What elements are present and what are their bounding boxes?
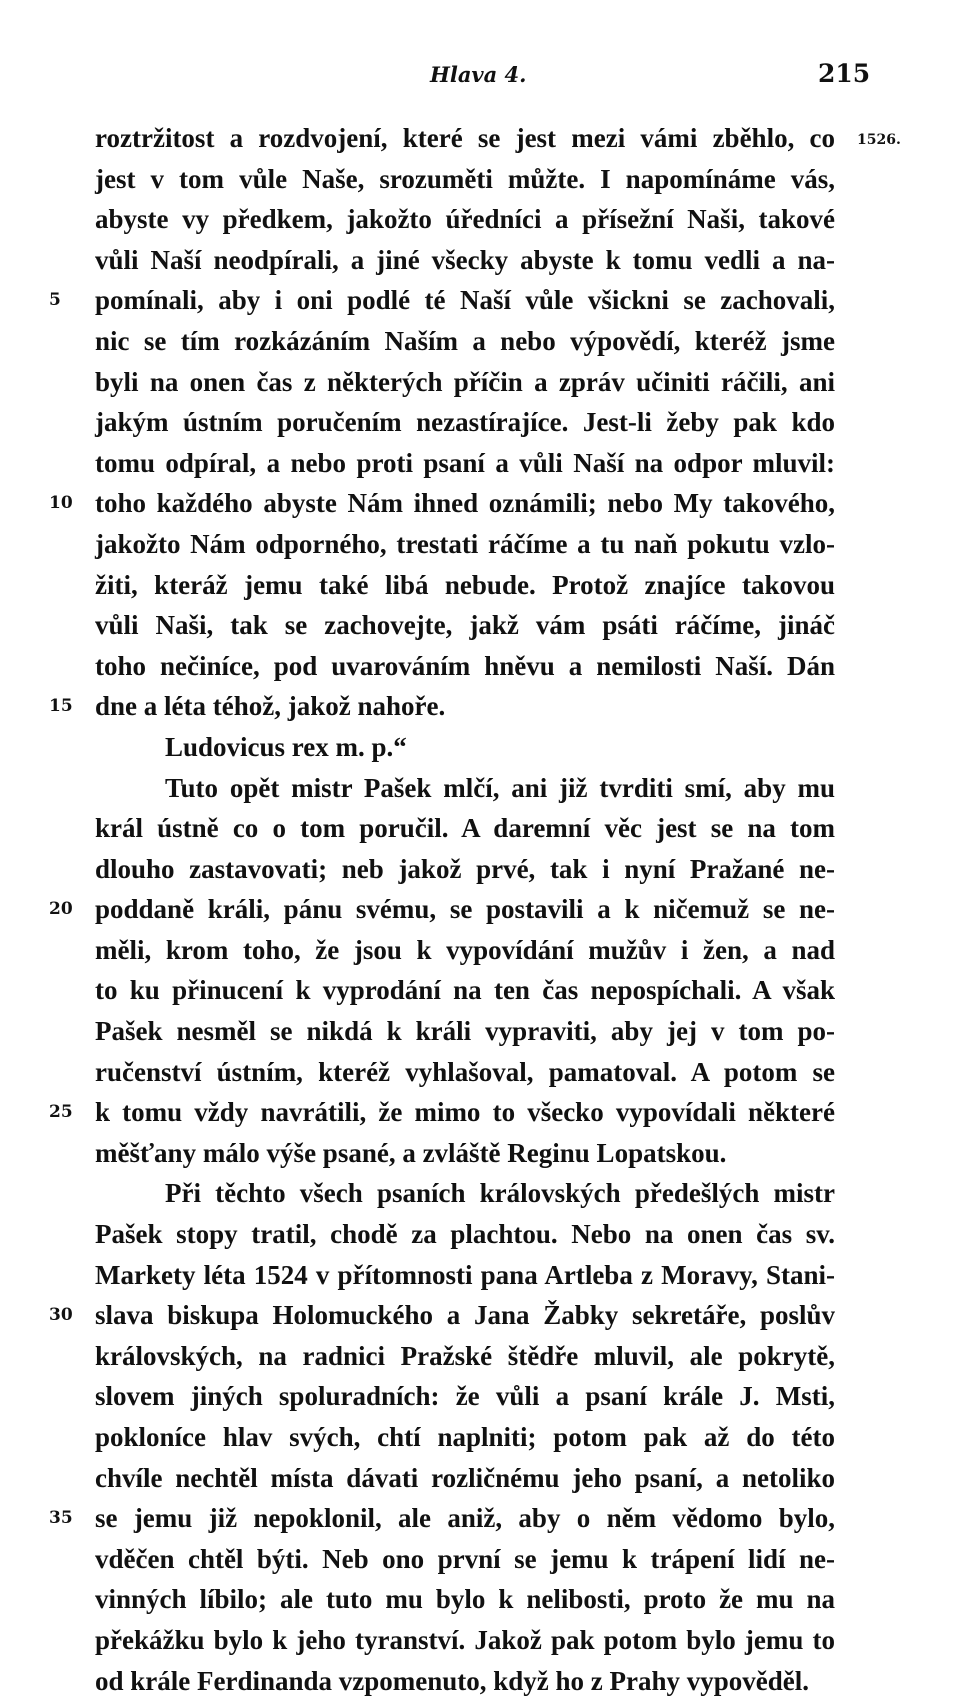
text-line-content: od krále Ferdinanda vzpomenuto, když ho z Prahy vypověděl. bbox=[95, 1665, 810, 1696]
text-line bbox=[95, 930, 835, 971]
text-line-content: abyste vy předkem, jakožto úředníci a přísežní Naši, takové bbox=[95, 204, 835, 235]
text-line bbox=[95, 1620, 835, 1661]
line-number: 5 bbox=[49, 290, 61, 311]
text-line-content: vůli Naši, tak se zachovejte, jakž vám psáti ráčíme, jináč bbox=[95, 610, 835, 641]
text-line bbox=[95, 1255, 835, 1296]
text-line bbox=[95, 321, 835, 362]
text-line bbox=[95, 524, 835, 565]
text-line-content: Tuto opět mistr Pašek mlčí, ani již tvrditi smí, aby mu bbox=[165, 772, 835, 803]
text-line-content: tomu odpíral, a nebo proti psaní a vůli Naší na odpor mluvil: bbox=[95, 447, 835, 478]
text-line bbox=[95, 849, 835, 890]
chapter-title: Hlava 4. bbox=[430, 62, 527, 87]
text-line bbox=[95, 1579, 835, 1620]
text-line bbox=[95, 1214, 835, 1255]
text-line-content: toho nečiníce, pod uvarováním hněvu a nemilosti Naší. Dán bbox=[95, 650, 835, 681]
text-line bbox=[95, 159, 835, 200]
text-line bbox=[95, 1052, 835, 1093]
text-line-content: vůli Naší neodpírali, a jiné všecky abyste k tomu vedli a na- bbox=[95, 244, 835, 275]
text-line-content: roztržitost a rozdvojení, které se jest mezi vámi zběhlo, co bbox=[95, 123, 835, 153]
text-line-content: to ku přinucení k vyprodání na ten čas nepospíchali. A však bbox=[95, 975, 835, 1006]
text-line-content: k tomu vždy navrátili, že mimo to všecko vypovídali některé bbox=[95, 1097, 835, 1128]
text-line bbox=[95, 199, 835, 240]
text-line-content: poddaně králi, pánu svému, se postavili a k ničemuž se ne- bbox=[95, 894, 835, 925]
line-number: 10 bbox=[49, 493, 73, 514]
margin-year-note: 1526. bbox=[857, 132, 901, 148]
text-line bbox=[49, 1092, 835, 1133]
text-line bbox=[95, 1376, 835, 1417]
text-line-content: vinných líbilo; ale tuto mu bylo k nelibosti, proto že mu na bbox=[95, 1584, 835, 1615]
text-line bbox=[95, 1133, 835, 1174]
text-line bbox=[49, 686, 835, 727]
text-line bbox=[95, 970, 835, 1011]
text-line bbox=[49, 1498, 835, 1539]
text-line-content: Markety léta 1524 v přítomnosti pana Artleba z Moravy, Stani- bbox=[95, 1259, 835, 1290]
text-line bbox=[95, 768, 835, 809]
text-line bbox=[95, 1173, 835, 1214]
text-line-content: král ústně co o tom poručil. A daremní věc jest se na tom bbox=[95, 813, 835, 844]
text-line-content: měšťany málo výše psané, a zvláště Reginu Lopatskou. bbox=[95, 1137, 727, 1168]
text-line-content: královských, na radnici Pražské štědře mluvil, ale pokrytě, bbox=[95, 1340, 835, 1371]
line-number: 30 bbox=[49, 1305, 73, 1326]
text-line bbox=[95, 443, 835, 484]
text-line bbox=[95, 1661, 835, 1701]
text-line-content: dlouho zastavovati; neb jakož prvé, tak i nyní Pražané ne- bbox=[95, 853, 835, 884]
text-line-content: pomínali, aby i oni podlé té Naší vůle všickni se zachovali, bbox=[95, 285, 835, 316]
text-line bbox=[95, 605, 835, 646]
text-line bbox=[95, 727, 835, 768]
text-line bbox=[95, 808, 835, 849]
text-line bbox=[95, 362, 835, 403]
text-line-content: jest v tom vůle Naše, srozuměti můžte. I napomínáme vás, bbox=[95, 163, 835, 194]
text-line bbox=[95, 646, 835, 687]
text-line-content: ručenství ústním, kteréž vyhlašoval, pamatoval. A potom se bbox=[95, 1056, 835, 1087]
text-line bbox=[95, 118, 901, 159]
text-line-content: vděčen chtěl býti. Neb ono první se jemu k trápení lidí ne- bbox=[95, 1543, 835, 1574]
text-line-content: dne a léta téhož, jakož nahoře. bbox=[95, 691, 446, 722]
text-line-content: Pašek stopy tratil, chodě za plachtou. Nebo na onen čas sv. bbox=[95, 1219, 835, 1250]
text-line-content: jakým ústním poručením nezastírajíce. Jest-li žeby pak kdo bbox=[95, 407, 835, 438]
text-line-content: byli na onen čas z některých příčin a zpráv učiniti ráčili, ani bbox=[95, 366, 835, 397]
line-number: 35 bbox=[49, 1508, 73, 1529]
text-line bbox=[49, 1295, 835, 1336]
text-line-content: měli, krom toho, že jsou k vypovídání mužův i žen, a nad bbox=[95, 934, 835, 965]
text-line-content: toho každého abyste Nám ihned oznámili; nebo My takového, bbox=[95, 488, 835, 519]
text-line-content: nic se tím rozkázáním Naším a nebo výpovědí, kteréž jsme bbox=[95, 325, 835, 356]
text-line bbox=[95, 402, 835, 443]
text-line-content: chvíle nechtěl místa dávati rozličnému jeho psaní, a netoliko bbox=[95, 1462, 835, 1493]
running-head bbox=[0, 59, 960, 102]
text-line bbox=[49, 889, 835, 930]
text-line bbox=[49, 280, 835, 321]
text-line bbox=[95, 1417, 835, 1458]
text-line bbox=[95, 1539, 835, 1580]
text-line-content: slovem jiných spoluradních: že vůli a psaní krále J. Msti, bbox=[95, 1381, 835, 1412]
text-line bbox=[95, 240, 835, 281]
text-line-content: jakožto Nám odporného, trestati ráčíme a tu naň pokutu vzlo- bbox=[95, 528, 835, 559]
text-line bbox=[49, 483, 835, 524]
text-line-content: pokloníce hlav svých, chtí naplniti; potom pak až do této bbox=[95, 1422, 835, 1452]
line-number: 15 bbox=[49, 696, 73, 717]
text-line-content: Ludovicus rex m. p.“ bbox=[165, 731, 407, 762]
text-line bbox=[95, 1336, 835, 1377]
text-line-content: žiti, kteráž jemu také libá nebude. Protož znajíce takovou bbox=[95, 569, 835, 600]
text-line-content: Pašek nesměl se nikdá k králi vypraviti, aby jej v tom po- bbox=[95, 1016, 835, 1047]
text-line bbox=[95, 565, 835, 606]
text-line-content: slava biskupa Holomuckého a Jana Žabky sekretáře, poslův bbox=[95, 1300, 835, 1331]
body-text bbox=[49, 118, 901, 1701]
line-number: 25 bbox=[49, 1102, 73, 1123]
text-line bbox=[95, 1011, 835, 1052]
line-number: 20 bbox=[49, 899, 73, 920]
text-line-content: překážku bylo k jeho tyranství. Jakož pak potom bylo jemu to bbox=[95, 1624, 835, 1655]
text-line bbox=[95, 1458, 835, 1499]
text-line-content: Při těchto všech psaních královských předešlých mistr bbox=[165, 1178, 835, 1209]
page-number: 215 bbox=[818, 59, 871, 88]
text-line-content: se jemu již nepoklonil, ale aniž, aby o něm vědomo bylo, bbox=[95, 1503, 835, 1534]
